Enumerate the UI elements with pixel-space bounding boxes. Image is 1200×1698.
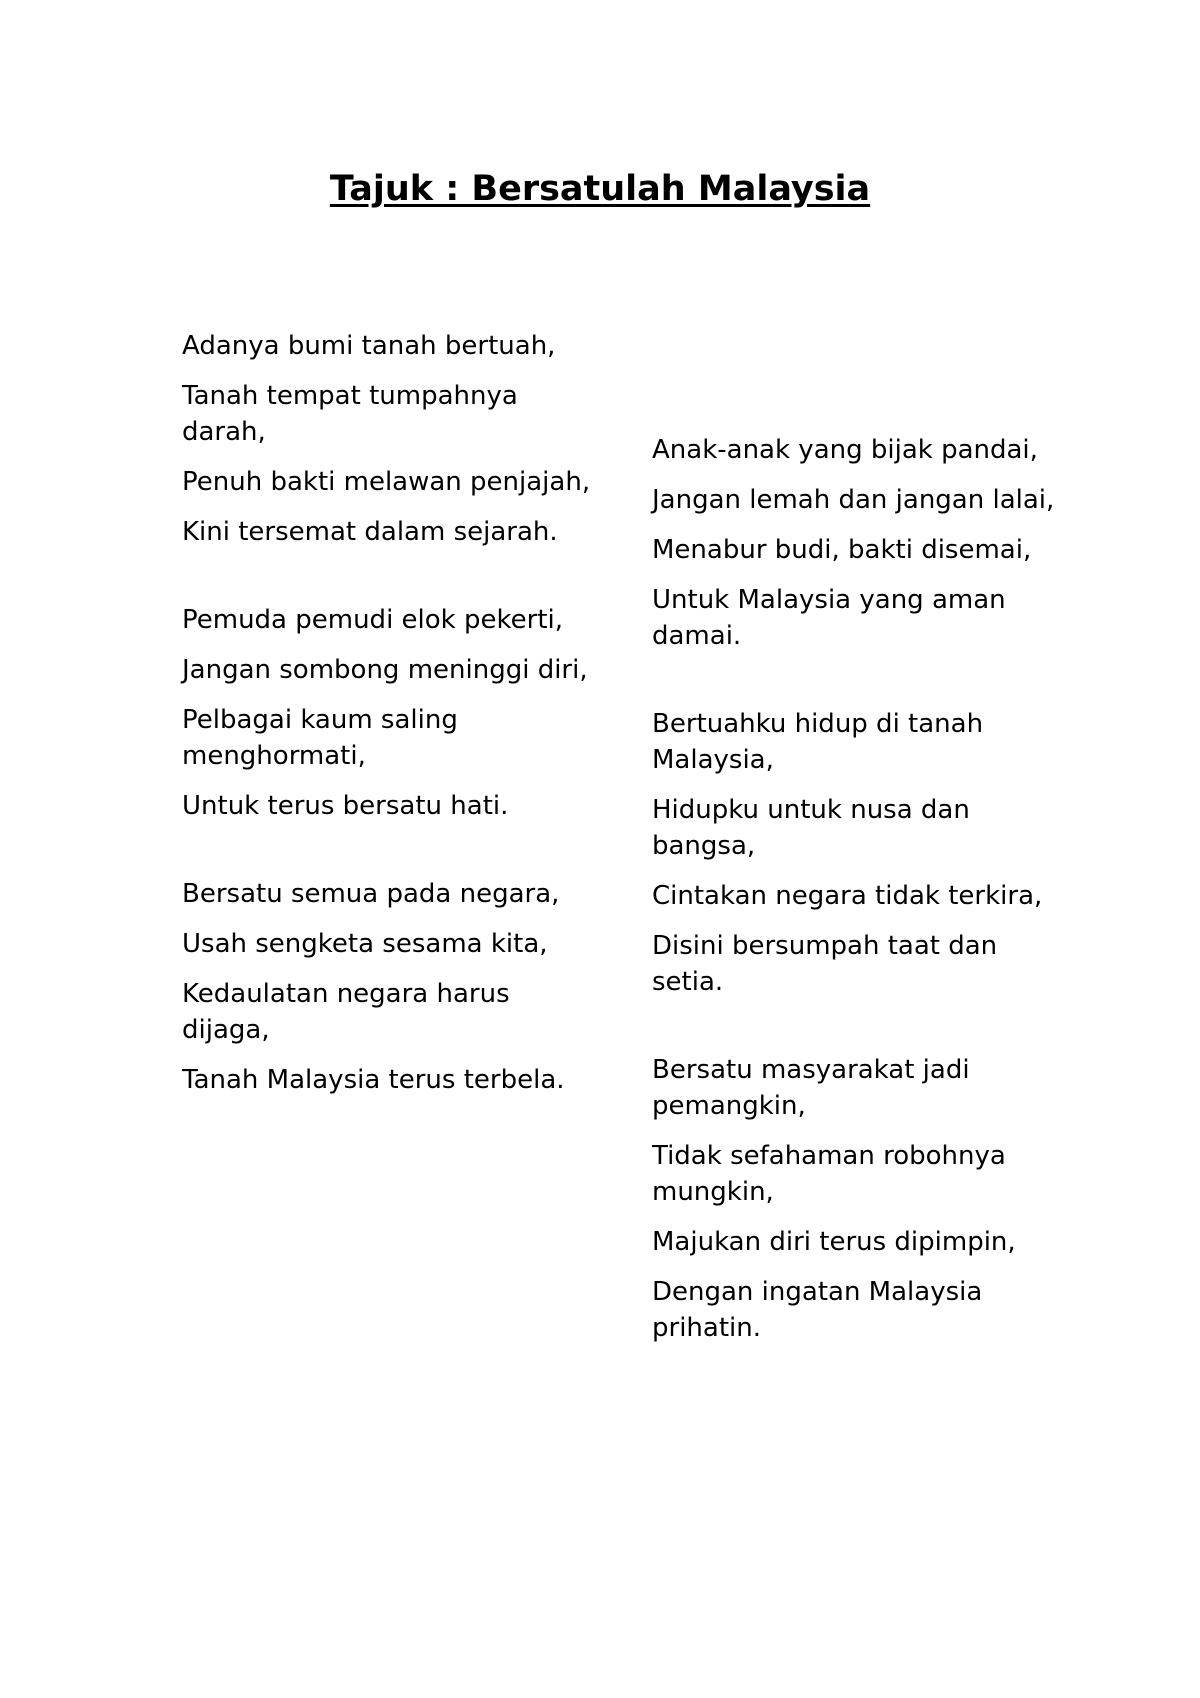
poem-line: Jangan lemah dan jangan lalai, [652, 485, 1055, 515]
poem-line: Menabur budi, bakti disemai, [652, 535, 1032, 565]
poem-line: Untuk terus bersatu hati. [182, 791, 509, 821]
page-title: Tajuk : Bersatulah Malaysia [329, 169, 871, 209]
poem-line: Dengan ingatan Malaysia prihatin. [652, 1277, 983, 1343]
stanza-5 [652, 706, 1072, 1000]
poem-line: Anak-anak yang bijak pandai, [652, 435, 1038, 465]
poem-line: Majukan diri terus dipimpin, [652, 1227, 1016, 1257]
poem-line: Hidupku untuk nusa dan bangsa, [652, 795, 970, 861]
poem-line: Disini bersumpah taat dan setia. [652, 931, 998, 997]
stanza-4 [652, 432, 1072, 654]
poem-line: Tidak sefahaman robohnya mungkin, [652, 1141, 1006, 1207]
stanza-3 [182, 876, 602, 1098]
poem-line: Pelbagai kaum saling menghormati, [182, 705, 458, 771]
poem-line: Cintakan negara tidak terkira, [652, 881, 1043, 911]
stanza-2 [182, 602, 602, 824]
poem-line: Bersatu semua pada negara, [182, 879, 560, 909]
poem-line: Bertuahku hidup di tanah Malaysia, [652, 709, 984, 775]
poem-line: Pemuda pemudi elok pekerti, [182, 605, 563, 635]
poem-line: Kini tersemat dalam sejarah. [182, 517, 558, 547]
poem-line: Kedaulatan negara harus dijaga, [182, 979, 510, 1045]
poem-line: Penuh bakti melawan penjajah, [182, 467, 591, 497]
poem-line: Bersatu masyarakat jadi pemangkin, [652, 1055, 970, 1121]
poem-column-left [182, 328, 602, 1150]
poem-line: Tanah Malaysia terus terbela. [182, 1065, 565, 1095]
poem-line: Tanah tempat tumpahnya darah, [182, 381, 518, 447]
stanza-1 [182, 328, 602, 550]
poem-line: Usah sengketa sesama kita, [182, 929, 548, 959]
poem-line: Untuk Malaysia yang aman damai. [652, 585, 1006, 651]
poem-line: Jangan sombong meninggi diri, [182, 655, 588, 685]
poem-column-right [652, 432, 1072, 1398]
poem-line: Adanya bumi tanah bertuah, [182, 331, 556, 361]
stanza-6 [652, 1052, 1072, 1346]
